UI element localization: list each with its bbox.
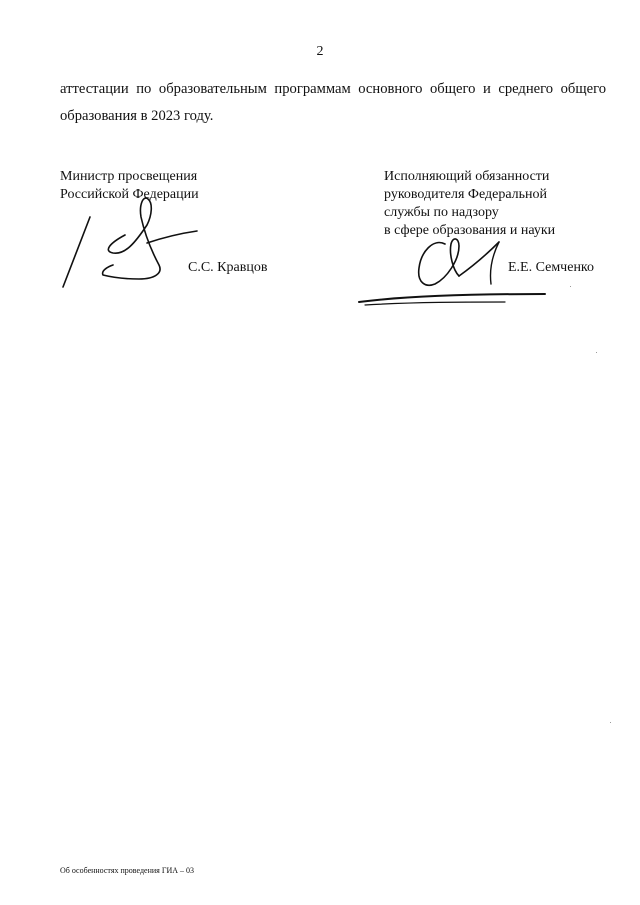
left-title-line-2: Российской Федерации [60, 187, 199, 202]
left-title-line-1: Министр просвещения [60, 169, 198, 184]
left-handwritten-signature [55, 195, 205, 295]
right-signatory-name: Е.Е. Семченко [508, 260, 595, 275]
right-title-line-2: руководителя Федеральной [384, 187, 548, 202]
paragraph-line-2: образования в 2023 году. [60, 108, 214, 124]
scan-speck [596, 352, 597, 353]
right-title-line-1: Исполняющий обязанности [384, 169, 550, 184]
paragraph-line-1: аттестации по образовательным программам основного общего и среднего общего [60, 81, 606, 97]
right-title-line-3: службы по надзору [384, 205, 499, 220]
scan-speck [570, 286, 571, 287]
footer-note: Об особенностях проведения ГИА – 03 [60, 866, 194, 875]
scan-speck [610, 722, 611, 723]
left-signatory-name: С.С. Кравцов [188, 260, 268, 275]
right-signatory-title [384, 168, 555, 240]
page-number: 2 [316, 44, 324, 59]
right-title-line-4: в сфере образования и науки [384, 223, 556, 238]
left-signatory-title [60, 168, 199, 204]
